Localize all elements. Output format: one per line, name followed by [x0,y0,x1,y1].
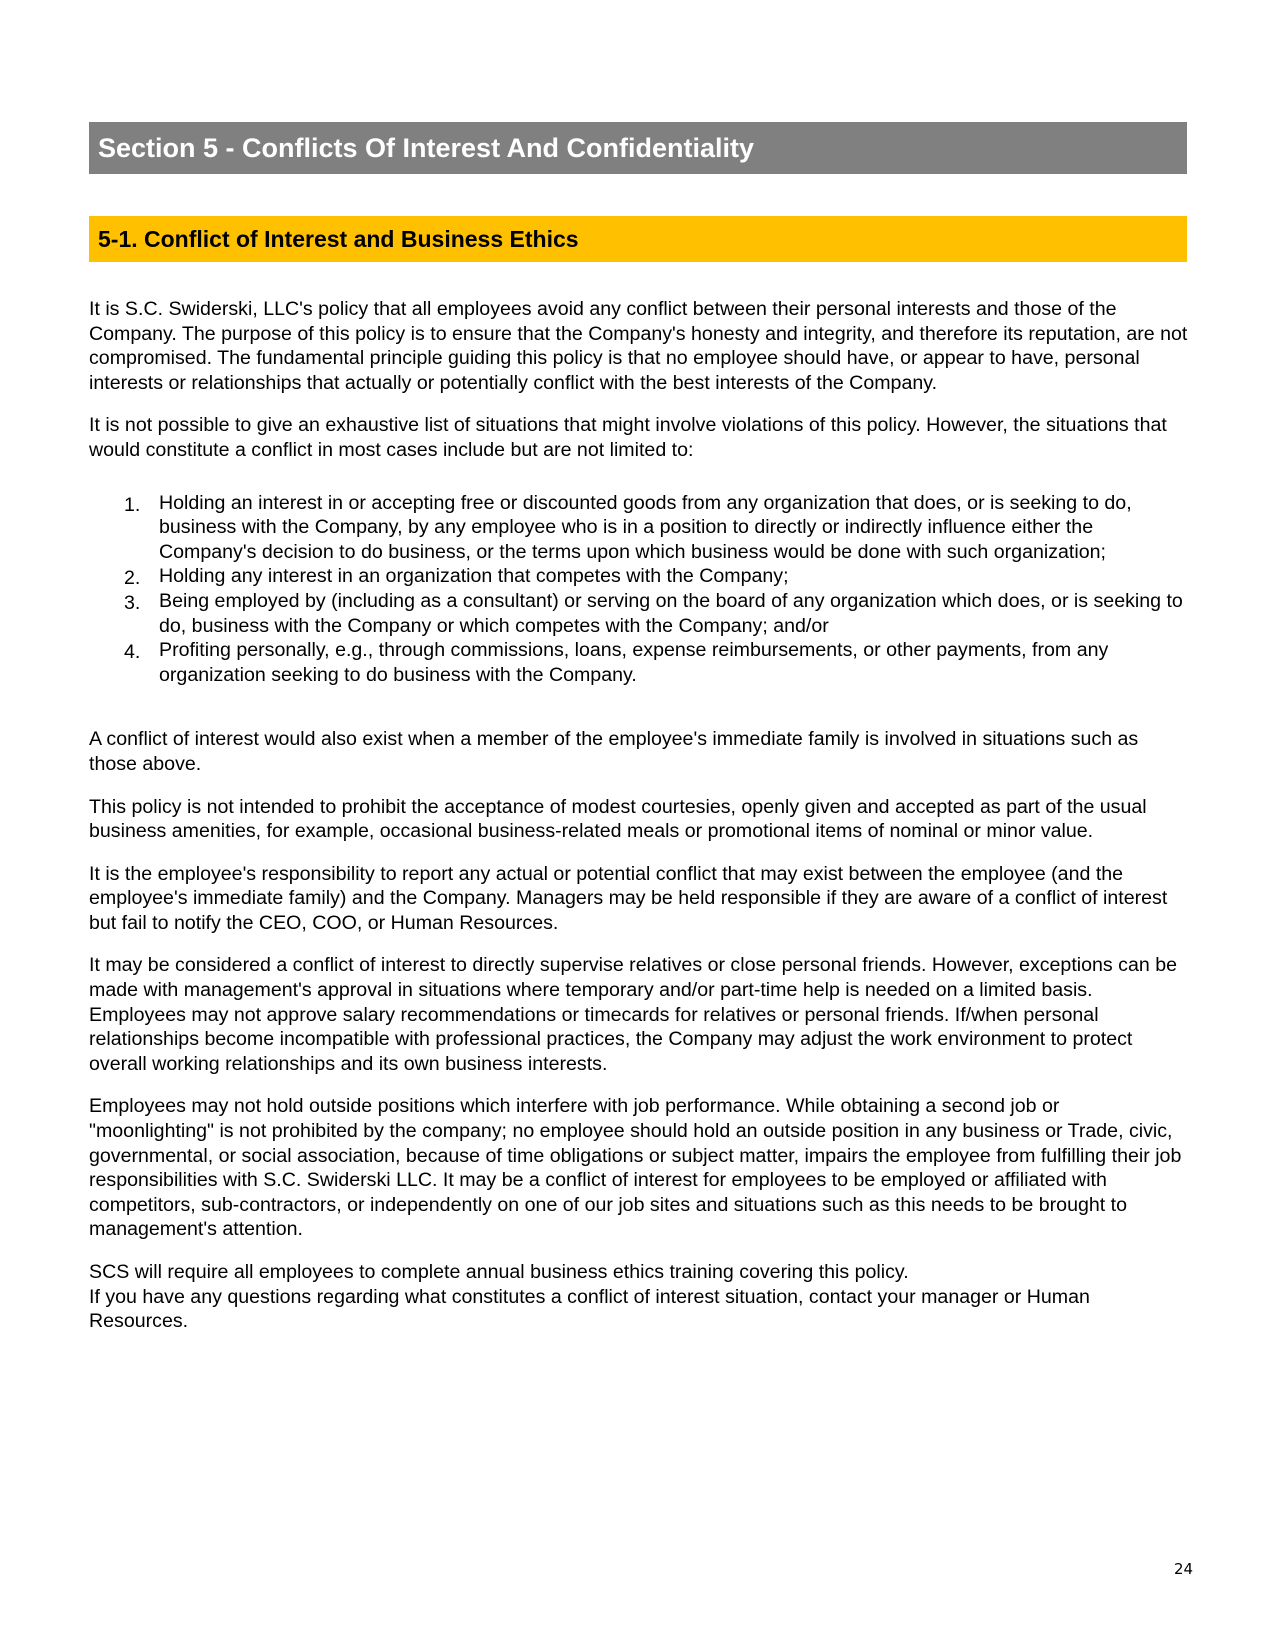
subsection-title-banner: 5-1. Conflict of Interest and Business Ethics [89,216,1187,262]
family-paragraph: A conflict of interest would also exist when a member of the employee's immediate family is involved in situations such as those above. [89,728,1139,775]
list-item-text: Holding any interest in an organization that competes with the Company; [159,565,789,588]
questions-line: If you have any questions regarding what constitutes a conflict of interest situation, contact your manager or Human Resources. [89,1285,1090,1333]
list-item-number: 2. [124,567,141,590]
courtesies-paragraph: This policy is not intended to prohibit the acceptance of modest courtesies, openly given and accepted as part of the usual business amenities, for example, occasional business-related meals or promotional items of nominal or minor value. [89,795,1147,843]
list-lead-paragraph: It is not possible to give an exhaustive list of situations that might involve violations of this policy. However, the situations that would constitute a conflict in most cases include but are not limited to: [89,414,1167,461]
violation-list [89,491,1189,688]
outside-positions-paragraph: Employees may not hold outside positions which interfere with job performance. While obtaining a second job or "moonlighting" is not prohibited by the company; no employee should hold an outside position in any business or Trade, civic, governmental, or social association, because of time obligations or subject matter, impairs the employee from fulfilling their job responsibilities with S.C. Swiderski LLC. It may be a conflict of interest for employees to be employed or affiliated with competitors, sub-contractors, or independently on one of our job sites and situations such as this needs to be brought to management's attention. [89,1095,1182,1241]
list-item [89,564,1189,589]
supervision-paragraph: It may be considered a conflict of interest to directly supervise relatives or close personal friends. However, exceptions can be made with management's approval in situations where temporary and/or part-time help is needed on a limited basis. Employees may not approve salary recommendations or timecards for relatives or personal friends. If/when personal relationships become incompatible with professional practices, the Company may adjust the work environment to protect overall working relationships and its own business interests. [89,954,1177,1075]
list-item [89,491,1189,565]
list-item [89,638,1189,687]
list-item-text: Being employed by (including as a consultant) or serving on the board of any organization which does, or is seeking to do, business with the Company or which competes with the Company; and/or [159,589,1183,637]
list-item-text: Profiting personally, e.g., through commissions, loans, expense reimbursements, or other payments, from any organization seeking to do business with the Company. [159,639,1109,686]
list-item-number: 4. [124,641,141,664]
list-item-number: 1. [124,493,141,516]
list-item-number: 3. [124,591,141,614]
list-item-text: Holding an interest in or accepting free or discounted goods from any organization that does, or is seeking to do, business with the Company, by any employee who is in a position to directly or indirectly influence either the Company's decision to do business, or the terms upon which business would be done with such organization; [159,491,1132,563]
list-item [89,589,1189,638]
section-title-banner: Section 5 - Conflicts Of Interest And Confidentiality [89,122,1187,174]
reporting-paragraph: It is the employee's responsibility to report any actual or potential conflict that may exist between the employee (and the employee's immediate family) and the Company. Managers may be held responsible if they are aware of a conflict of interest but fail to notify the CEO, COO, or Human Resources. [89,862,1168,934]
intro-paragraph: It is S.C. Swiderski, LLC's policy that all employees avoid any conflict between their personal interests and those of the Company. The purpose of this policy is to ensure that the Company's honesty and integrity, and therefore its reputation, are not compromised. The fundamental principle guiding this policy is that no employee should have, or appear to have, personal interests or relationships that actually or potentially conflict with the best interests of the Company. [89,298,1188,394]
training-line: SCS will require all employees to complete annual business ethics training covering this policy. [89,1261,909,1283]
policy-body [89,297,1189,1334]
page-number: 24 [1174,1560,1194,1578]
